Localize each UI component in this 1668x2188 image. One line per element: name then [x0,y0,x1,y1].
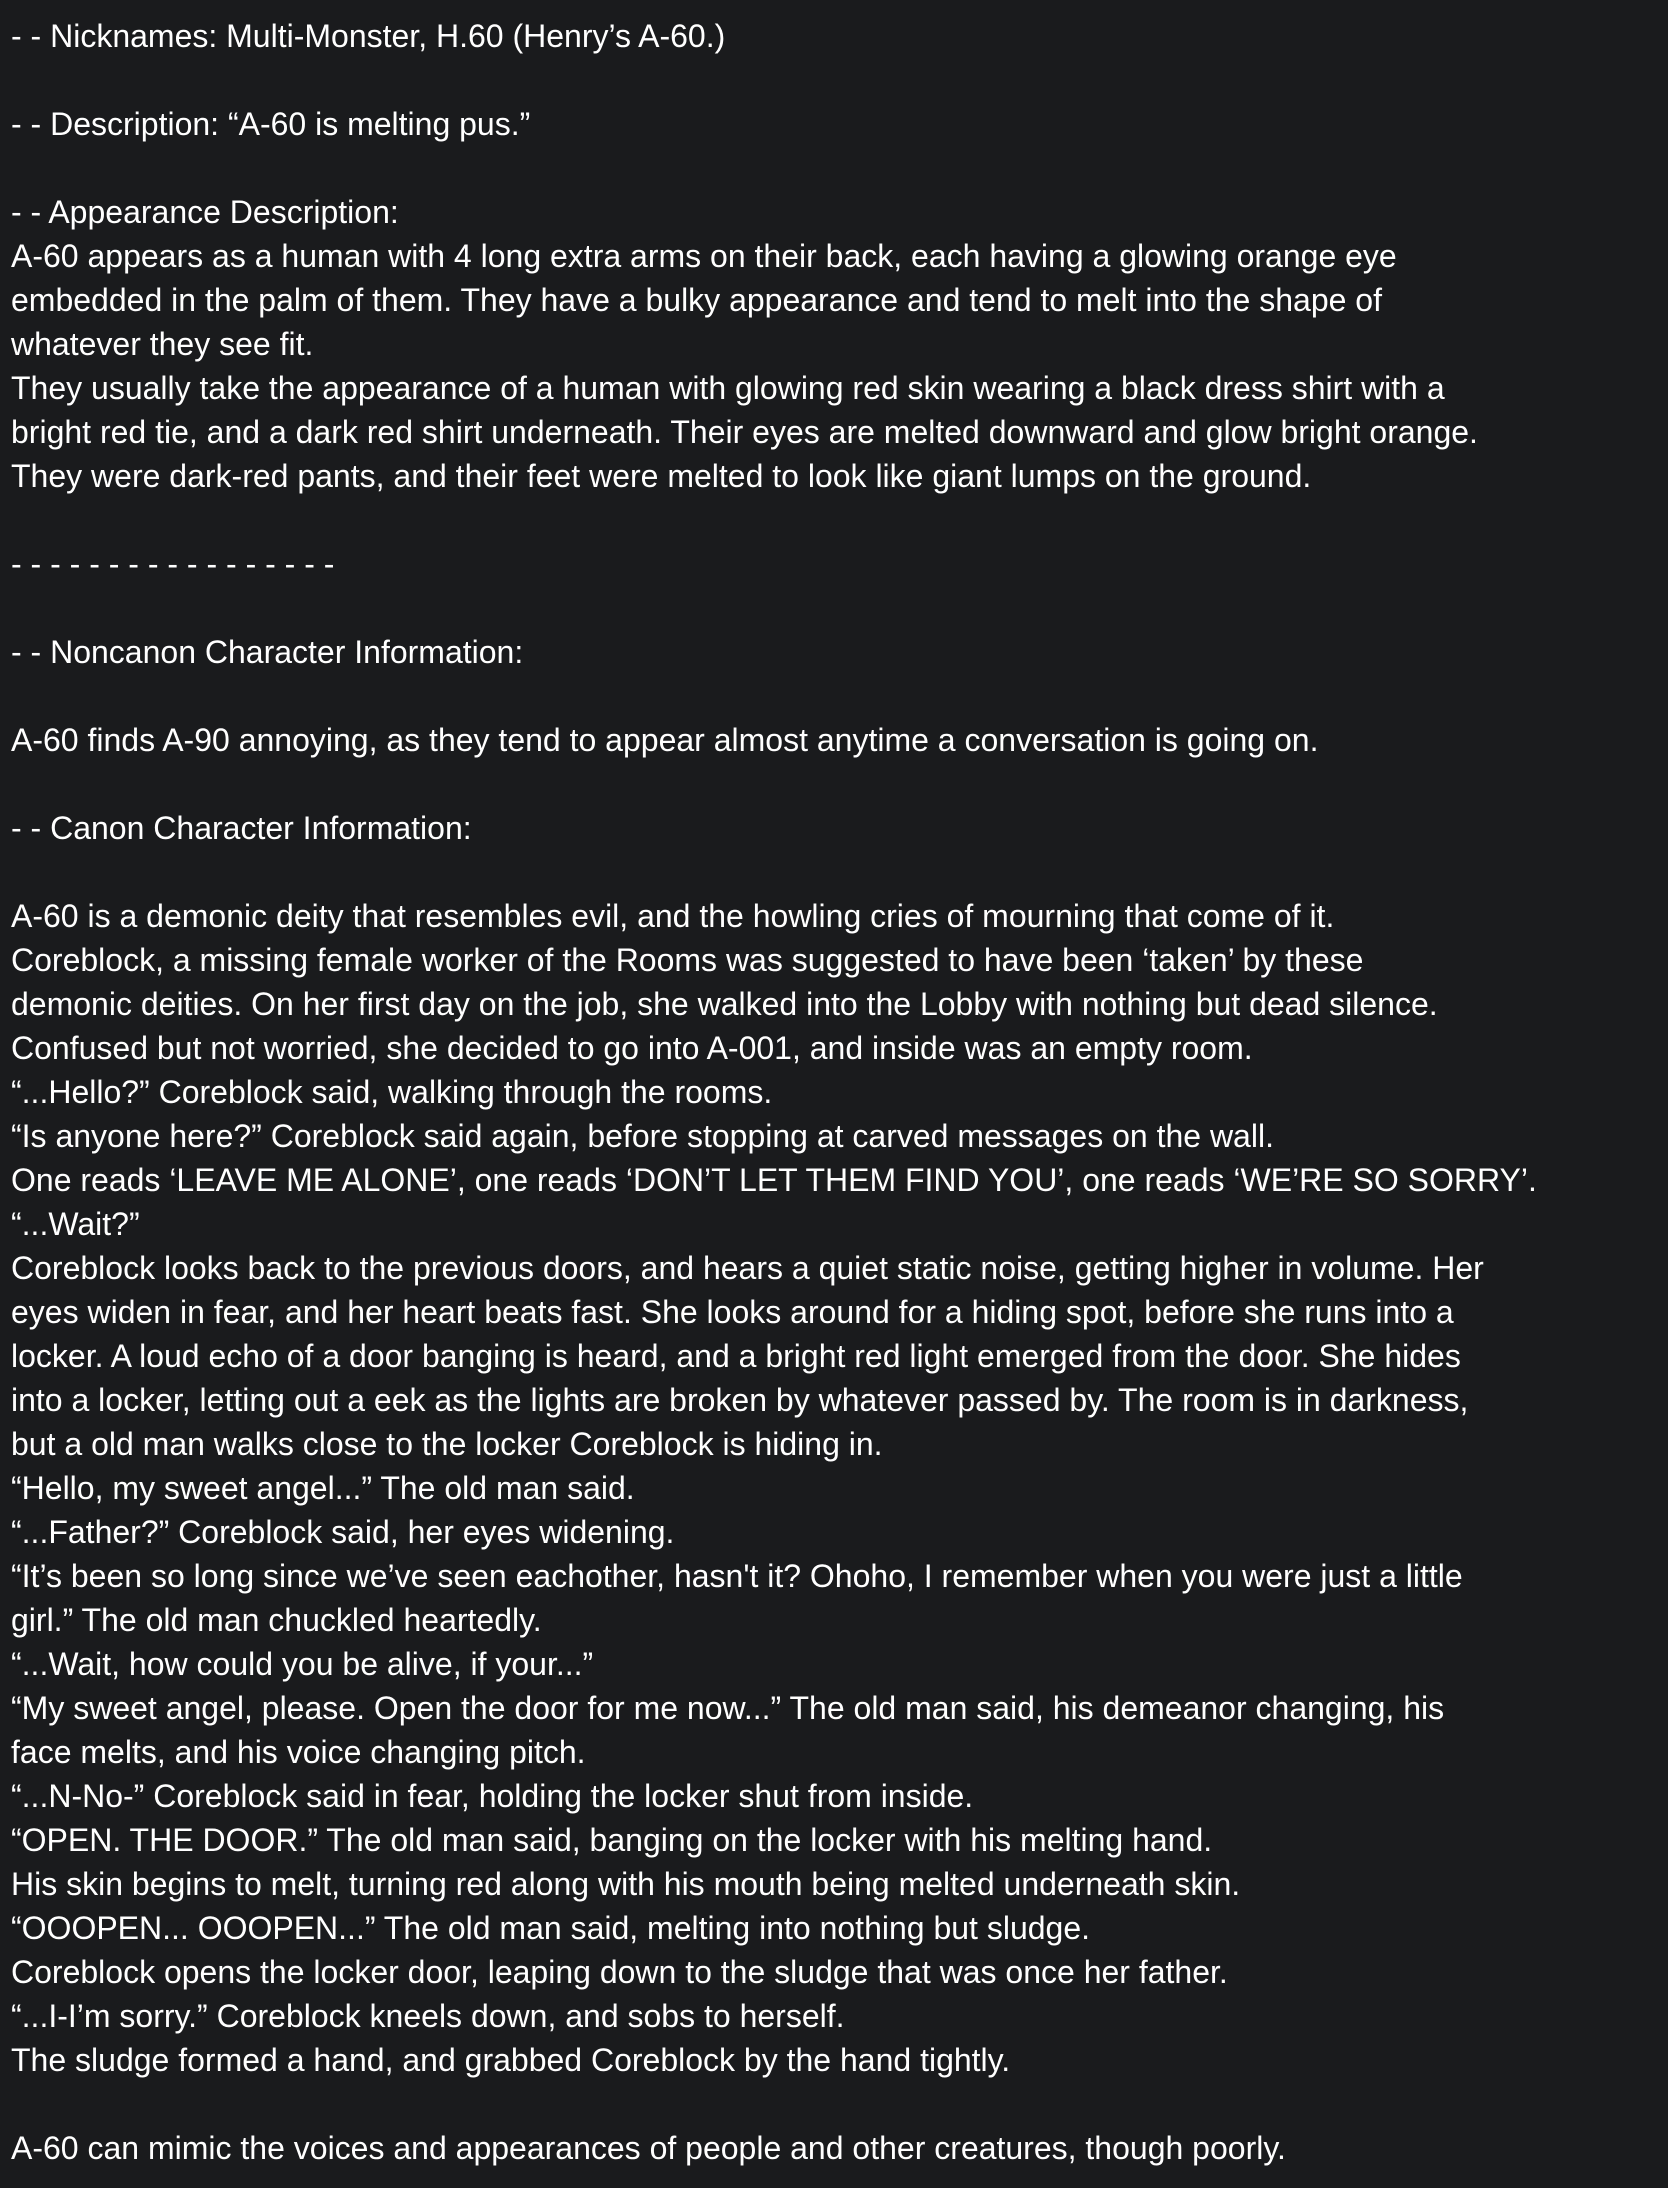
text-line: “OPEN. THE DOOR.” The old man said, banging on the locker with his melting hand. [11,1822,1213,1858]
section-heading: - - Description: “A-60 is melting pus.” [11,106,531,142]
text-line: One reads ‘LEAVE ME ALONE’, one reads ‘DON’T LET THEM FIND YOU’, one reads ‘WE’RE SO SORRY’. [11,1162,1537,1198]
blank-line [11,850,1661,894]
text-line: “...Wait?” [11,1206,140,1242]
blank-line [11,498,1661,542]
text-line: “...Father?” Coreblock said, her eyes widening. [11,1514,675,1550]
text-line: “Is anyone here?” Coreblock said again, before stopping at carved messages on the wall. [11,1118,1274,1154]
section-heading: - - Noncanon Character Information: [11,634,524,670]
text-line: bright red tie, and a dark red shirt underneath. Their eyes are melted downward and glow bright orange. [11,414,1478,450]
text-line: His skin begins to melt, turning red along with his mouth being melted underneath skin. [11,1866,1241,1902]
text-line: Confused but not worried, she decided to go into A-001, and inside was an empty room. [11,1030,1253,1066]
text-line: “My sweet angel, please. Open the door for me now...” The old man said, his demeanor changing, his [11,1690,1445,1726]
text-line: “It’s been so long since we’ve seen eachother, hasn't it? Ohoho, I remember when you were just a little [11,1558,1463,1594]
text-line: “Hello, my sweet angel...” The old man said. [11,1470,635,1506]
blank-line [11,58,1661,102]
text-line: A-60 can mimic the voices and appearances of people and other creatures, though poorly. [11,2130,1286,2166]
text-line: Coreblock, a missing female worker of the Rooms was suggested to have been ‘taken’ by these [11,942,1364,978]
text-line: A-60 is a demonic deity that resembles evil, and the howling cries of mourning that come of it. [11,898,1335,934]
text-line: face melts, and his voice changing pitch. [11,1734,586,1770]
text-line: “OOOPEN... OOOPEN...” The old man said, melting into nothing but sludge. [11,1910,1091,1946]
blank-line [11,586,1661,630]
text-line: locker. A loud echo of a door banging is heard, and a bright red light emerged from the door. She hides [11,1338,1461,1374]
text-line: Coreblock looks back to the previous doors, and hears a quiet static noise, getting higher in volume. Her [11,1250,1484,1286]
divider-line: - - - - - - - - - - - - - - - - - [11,546,335,582]
text-line: eyes widen in fear, and her heart beats fast. She looks around for a hiding spot, before she runs into a [11,1294,1454,1330]
blank-line [11,674,1661,718]
text-line: They were dark-red pants, and their feet were melted to look like giant lumps on the ground. [11,458,1312,494]
document-body [11,14,1661,2170]
text-line: A-60 appears as a human with 4 long extra arms on their back, each having a glowing orange eye [11,238,1397,274]
text-line: They usually take the appearance of a human with glowing red skin wearing a black dress shirt with a [11,370,1445,406]
text-line: “...Wait, how could you be alive, if your...” [11,1646,594,1682]
text-line: Coreblock opens the locker door, leaping down to the sludge that was once her father. [11,1954,1228,1990]
blank-line [11,762,1661,806]
text-line: “...I-I’m sorry.” Coreblock kneels down, and sobs to herself. [11,1998,845,2034]
text-line: girl.” The old man chuckled heartedly. [11,1602,542,1638]
blank-line [11,146,1661,190]
text-line: demonic deities. On her first day on the job, she walked into the Lobby with nothing but dead silence. [11,986,1438,1022]
text-line: but a old man walks close to the locker Coreblock is hiding in. [11,1426,883,1462]
section-heading: - - Canon Character Information: [11,810,472,846]
text-line: whatever they see fit. [11,326,314,362]
text-line: embedded in the palm of them. They have a bulky appearance and tend to melt into the shape of [11,282,1382,318]
section-heading: - - Appearance Description: [11,194,399,230]
blank-line [11,2082,1661,2126]
text-line: “...N-No-” Coreblock said in fear, holding the locker shut from inside. [11,1778,974,1814]
text-line: A-60 finds A-90 annoying, as they tend to appear almost anytime a conversation is going on. [11,722,1319,758]
section-heading: - - Nicknames: Multi-Monster, H.60 (Henry’s A-60.) [11,18,726,54]
text-line: “...Hello?” Coreblock said, walking through the rooms. [11,1074,773,1110]
text-line: into a locker, letting out a eek as the lights are broken by whatever passed by. The room is in darkness, [11,1382,1469,1418]
text-line: The sludge formed a hand, and grabbed Coreblock by the hand tightly. [11,2042,1011,2078]
